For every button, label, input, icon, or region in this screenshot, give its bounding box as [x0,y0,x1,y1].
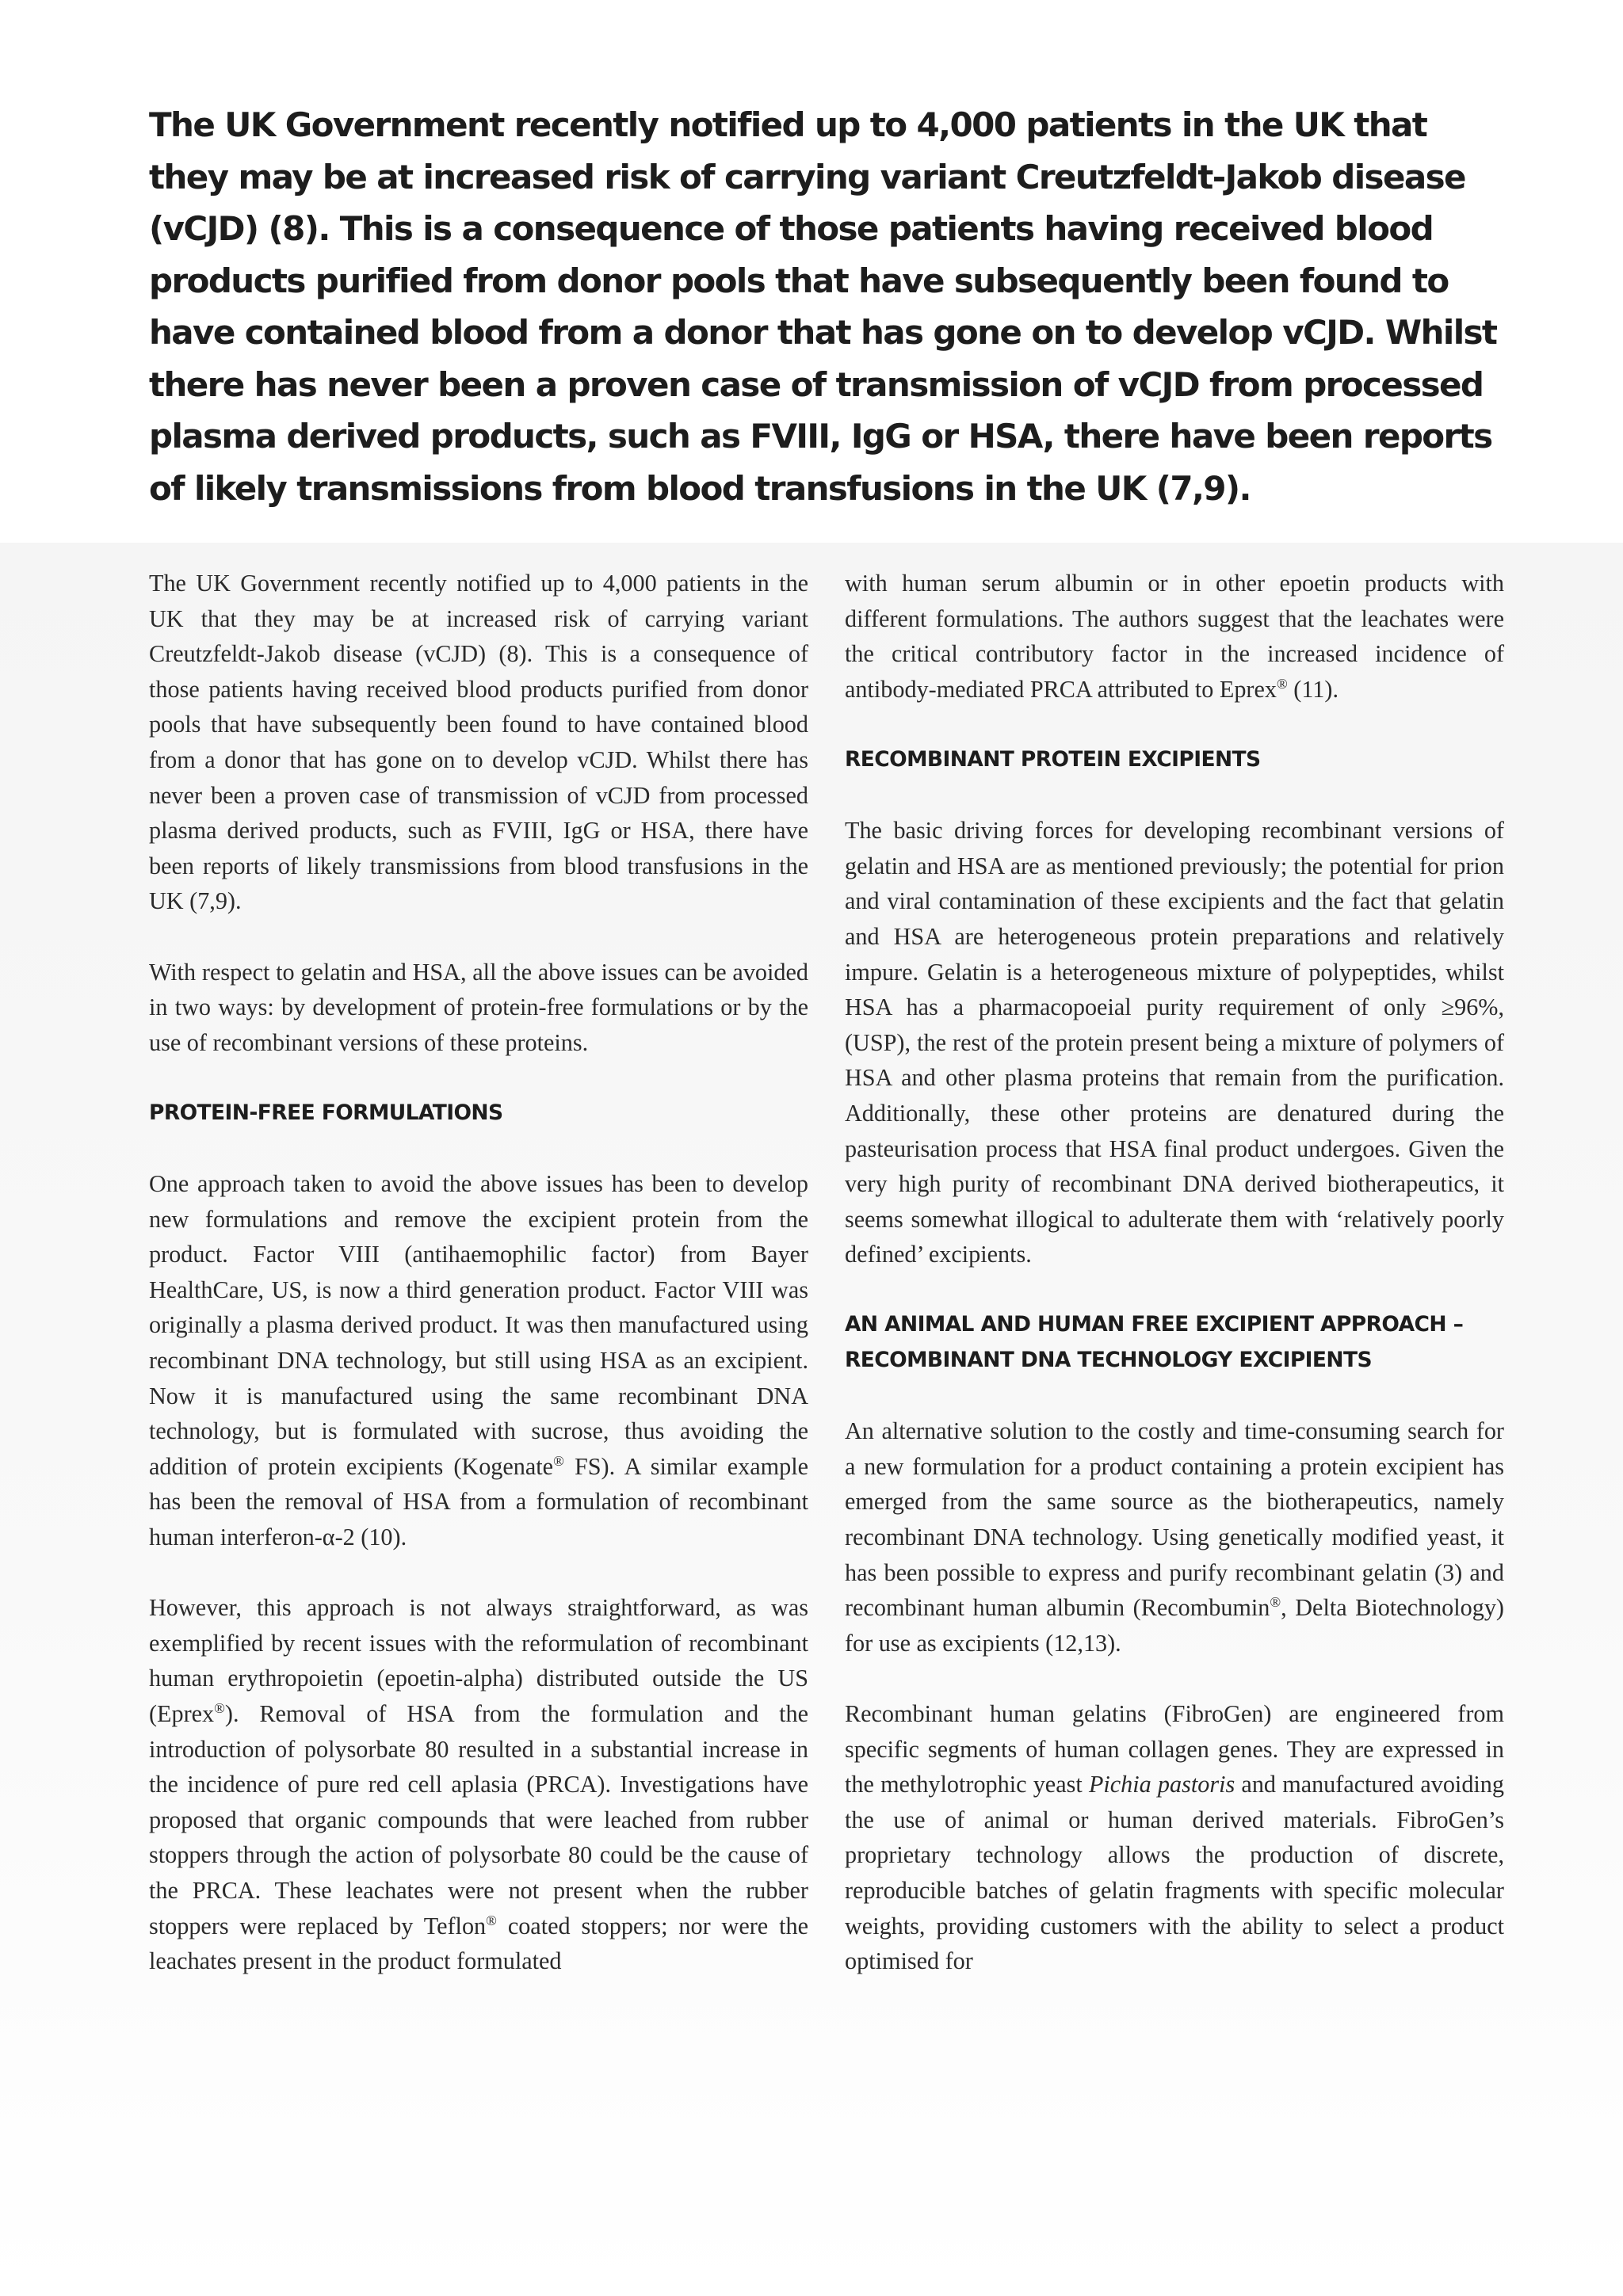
left-column [149,566,808,2014]
species-name: Pichia pastoris [1088,1771,1235,1798]
section-heading: RECOMBINANT PROTEIN EXCIPIENTS [845,746,1261,772]
text-run: An alternative solution to the costly and time-consuming search for a new formulation for a product containing a protein excipient has emerged from the same source as the biotherapeutics, namely recombinant DNA technology. Using genetically modified yeast, it has been possible to express and purify recombinant gelatin (3) and recombinant human albumin (Recombumin [845,1417,1504,1622]
registered-mark: ® [1270,1594,1281,1611]
text-run: with human serum albumin or in other epoetin products with different formulations. The authors suggest that the leachates were the critical contributory factor in the increased incidence of antibody-mediated PRCA attributed to Eprex [845,570,1504,703]
paragraph [149,1166,808,1555]
text-run: ). Removal of HSA from the formulation and the introduction of polysorbate 80 resulted in a substantial increase in the incidence of pure red cell aplasia (PRCA). Investigations have proposed that organic compounds that were leached from rubber stoppers through the action of polysorbate 80 could be the cause of the PRCA. These leachates were not present when the rubber stoppers were replaced by Teflon [149,1700,808,1939]
paragraph: The basic driving forces for developing recombinant versions of gelatin and HSA are as mentioned previously; the potential for prion and viral contamination of these excipients and the fact that gelatin and HSA are heterogeneous protein preparations and relatively impure. Gelatin is a heterogeneous mixture of polypeptides, whilst HSA has a pharmacopoeial purity requirement of only ≥96%, (USP), the rest of the protein present being a mixture of polymers of HSA and other plasma proteins that remain from the purification. Additionally, these other proteins are denatured during the pasteurisation process that HSA final product undergoes. Given the very high purity of recombinant DNA derived biotherapeutics, it seems somewhat illogical to adulterate them with ‘relatively poorly defined’ excipients. [845,817,1504,1268]
pull-quote: The UK Government recently notified up to 4,000 patients in the UK that they may be at increased risk of carrying variant Creutzfeldt-Jakob disease (vCJD) (8). This is a consequence of those patients having received blood products purified from donor pools that have subsequently been found to have contained blood from a donor that has gone on to develop vCJD. Whilst there has never been a proven case of transmission of vCJD from processed plasma derived products, such as FVIII, IgG or HSA, there have been reports of likely transmissions from blood transfusions in the UK (7,9). [149,105,1497,508]
section-heading: PROTEIN-FREE FORMULATIONS [149,1100,503,1125]
text-run: However, this approach is not always straightforward, as was exemplified by recent issues with the reformulation of recombinant human erythropoietin (epoetin-alpha) distributed outside the US (Eprex [149,1594,808,1727]
section-heading: AN ANIMAL AND HUMAN FREE EXCIPIENT APPROACH – RECOMBINANT DNA TECHNOLOGY EXCIPIENTS [845,1312,1464,1373]
text-run: (11). [1287,675,1338,703]
paragraph: The UK Government recently notified up to 4,000 patients in the UK that they may be at increased risk of carrying variant Creutzfeldt-Jakob disease (vCJD) (8). This is a consequence of those patients having received blood products purified from donor pools that have subsequently been found to have contained blood from a donor that has gone on to develop vCJD. Whilst there has never been a proven case of transmission of vCJD from processed plasma derived products, such as FVIII, IgG or HSA, there have been reports of likely transmissions from blood transfusions in the UK (7,9). [149,570,808,915]
registered-mark: ® [486,1912,497,1928]
registered-mark: ® [1276,675,1288,692]
paragraph [845,1696,1504,1979]
paragraph [845,1413,1504,1661]
right-column [845,566,1504,2014]
text-run: and manufactured avoiding the use of animal or human derived materials. FibroGen’s proprietary technology allows the production of discrete, reproducible batches of gelatin fragments with specific molecular weights, providing customers with the ability to select a product optimised for [845,1771,1504,1975]
paragraph: With respect to gelatin and HSA, all the above issues can be avoided in two ways: by development of protein-free formulations or by the use of recombinant versions of these proteins. [149,958,808,1056]
text-run: coated stoppers; nor were the leachates present in the product formulated [149,1912,808,1975]
text-run: FS). A similar example has been the removal of HSA from a formulation of recombinant human interferon-α-2 (10). [149,1452,808,1551]
text-run: , Delta Biotechnology) for use as excipients (12,13). [845,1594,1504,1657]
paragraph [149,1590,808,1979]
registered-mark: ® [214,1699,225,1716]
registered-mark: ® [553,1452,564,1469]
text-run: Recombinant human gelatins (FibroGen) are engineered from specific segments of human collagen genes. They are expressed in the methylotrophic yeast [845,1700,1504,1798]
paragraph [845,566,1504,707]
text-run: One approach taken to avoid the above issues has been to develop new formulations and remove the excipient protein from the product. Factor VIII (antihaemophilic factor) from Bayer HealthCare, US, is now a third generation product. Factor VIII was originally a plasma derived product. It was then manufactured using recombinant DNA technology, but still using HSA as an excipient. Now it is manufactured using the same recombinant DNA technology, but is formulated with sucrose, thus avoiding the addition of protein excipients (Kogenate [149,1170,808,1480]
